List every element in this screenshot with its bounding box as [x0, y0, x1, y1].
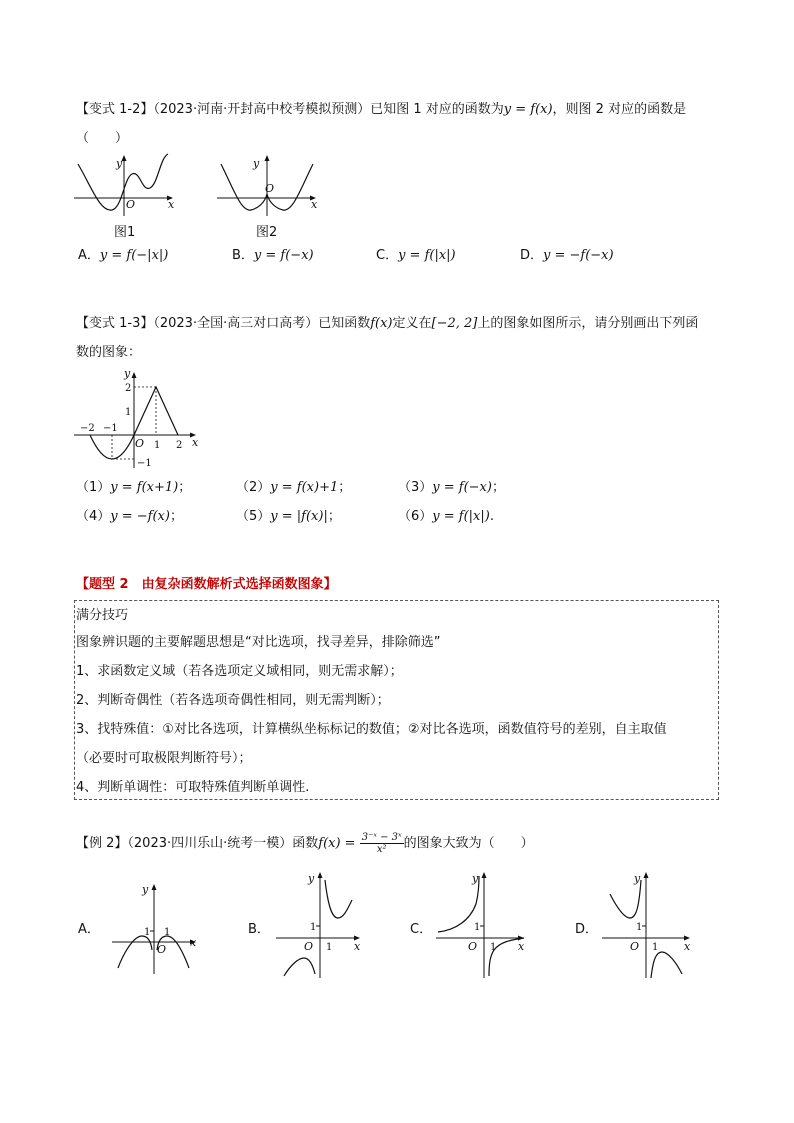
ex2-option-d-graph[interactable]	[598, 866, 698, 981]
svg-text:x: x	[518, 940, 525, 953]
svg-text:O: O	[468, 940, 478, 953]
option-expr: y = f(−|x|)	[99, 248, 169, 263]
svg-text:x: x	[684, 940, 691, 953]
v13-x-label: x	[192, 436, 199, 449]
v13-item-4: （4）y = −f(x)；	[76, 509, 183, 524]
tips-line-1: 1、求函数定义域（若各选项定义域相同，则无需求解）；	[76, 664, 403, 679]
svg-text:1: 1	[474, 922, 481, 933]
ex2-fraction	[360, 832, 404, 855]
topic2-heading: 【题型 2 由复杂函数解析式选择函数图象】	[76, 577, 337, 592]
ex2-option-a-letter[interactable]: A．	[78, 922, 100, 937]
v13-tick-x2: 2	[176, 440, 183, 451]
svg-text:1: 1	[652, 942, 659, 953]
v12-fig2-x-label: x	[311, 198, 318, 211]
v13-origin: O	[135, 437, 145, 450]
option-letter: B．	[232, 248, 254, 263]
v13-tick-yneg1: −1	[137, 458, 152, 469]
svg-text:y: y	[142, 883, 149, 896]
ex2-option-a-graph[interactable]	[108, 880, 208, 975]
svg-text:y: y	[472, 872, 479, 885]
ex2-denominator: x²	[376, 844, 387, 855]
v12-option-b[interactable]	[232, 246, 314, 266]
v13-text-c: 上的图象如图所示，请分别画出下列函	[477, 316, 699, 331]
v12-fig1-caption: 图1	[114, 225, 136, 240]
v13-item-6: （6）y = f(|x|).	[398, 509, 494, 524]
v12-func: y = f(x)	[503, 102, 553, 117]
svg-text:y: y	[634, 872, 641, 885]
v12-answer-paren: （ ）	[76, 131, 129, 146]
svg-text:O: O	[630, 940, 640, 953]
option-letter: D．	[520, 248, 544, 263]
ex2-option-b-graph[interactable]	[272, 866, 372, 981]
v13-graph	[72, 368, 202, 473]
tips-line-4: （必要时可取极限判断符号）；	[76, 751, 252, 766]
v12-fig2	[213, 150, 323, 220]
v13-fx: f(x)	[370, 316, 393, 331]
v12-option-a[interactable]	[78, 246, 168, 266]
option-expr: y = f(|x|)	[398, 248, 456, 263]
ex2-option-c-graph[interactable]	[432, 866, 532, 981]
ex2-suffix: 的图象大致为（ ）	[403, 836, 534, 851]
v13-question-line1	[76, 314, 698, 334]
svg-text:O: O	[304, 940, 314, 953]
tips-line-0: 图象辨识题的主要解题思想是“对比选项，找寻差异，排除筛选”	[76, 635, 441, 650]
v12-tail: ，则图 2 对应的函数是	[552, 102, 687, 117]
v13-text-b: 定义在	[392, 316, 432, 331]
v13-item-2: （2）y = f(x)+1；	[236, 480, 352, 495]
v13-tick-y1: 1	[125, 407, 132, 418]
svg-text:1: 1	[326, 942, 333, 953]
v12-fig2-origin: O	[265, 182, 275, 195]
ex2-question	[76, 832, 534, 855]
svg-text:1: 1	[144, 927, 151, 938]
v12-option-d[interactable]	[520, 246, 614, 266]
v12-question	[76, 100, 686, 120]
tips-line-2: 2、判断奇偶性（若各选项奇偶性相同，则无需判断）；	[76, 693, 390, 708]
v12-fig1-origin: O	[126, 198, 136, 211]
v12-fig1-y-label: y	[116, 157, 123, 170]
svg-text:1: 1	[490, 942, 497, 953]
tips-line-3: 3、找特殊值：①对比各选项，计算横纵坐标标记的数值；②对比各选项，函数值符号的差别，自主取值	[76, 722, 667, 737]
v13-tick-xneg1: −1	[103, 423, 118, 434]
svg-text:x: x	[354, 940, 361, 953]
option-letter: C．	[376, 248, 399, 263]
ex2-numerator: 3⁻ˣ − 3ˣ	[361, 832, 402, 843]
v12-heading: 【变式 1-2】（2023·河南·开封高中校考模拟预测）已知图 1 对应的函数为	[76, 102, 504, 117]
option-expr: y = f(−x)	[253, 248, 314, 263]
svg-text:x: x	[190, 936, 197, 949]
v13-item-3: （3）y = f(−x)；	[398, 480, 505, 495]
svg-text:y: y	[308, 872, 315, 885]
v12-fig2-caption: 图2	[256, 225, 278, 240]
v12-fig1-x-label: x	[168, 198, 175, 211]
v13-question-line2: 数的图象：	[76, 345, 142, 360]
svg-text:1: 1	[310, 922, 317, 933]
v12-option-c[interactable]	[376, 246, 456, 266]
ex2-fx: f(x) =	[318, 836, 356, 851]
v13-tick-y2: 2	[125, 383, 132, 394]
tips-line-5: 4、判断单调性：可取特殊值判断单调性.	[76, 780, 310, 795]
ex2-option-b-letter[interactable]: B．	[248, 922, 270, 937]
v12-fig1	[70, 150, 180, 220]
v13-y-label: y	[124, 367, 131, 380]
ex2-prefix: 【例 2】（2023·四川乐山·统考一模）函数	[76, 836, 319, 851]
v13-tick-xneg2: −2	[80, 423, 95, 434]
v13-interval: [−2, 2]	[431, 316, 478, 331]
option-letter: A．	[78, 248, 100, 263]
v13-text-a: 【变式 1-3】（2023·全国·高三对口高考）已知函数	[76, 316, 371, 331]
ex2-option-d-letter[interactable]: D．	[575, 922, 599, 937]
v13-item-1: （1）y = f(x+1)；	[76, 480, 192, 495]
svg-text:1: 1	[636, 922, 643, 933]
v13-item-5: （5）y = |f(x)|；	[236, 509, 341, 524]
v13-tick-x1: 1	[154, 440, 161, 451]
svg-text:O: O	[157, 943, 167, 956]
svg-text:1: 1	[164, 927, 171, 938]
ex2-option-c-letter[interactable]: C．	[410, 922, 433, 937]
tips-box-title: 满分技巧	[76, 608, 129, 623]
v12-fig2-y-label: y	[253, 157, 260, 170]
option-expr: y = −f(−x)	[543, 248, 614, 263]
